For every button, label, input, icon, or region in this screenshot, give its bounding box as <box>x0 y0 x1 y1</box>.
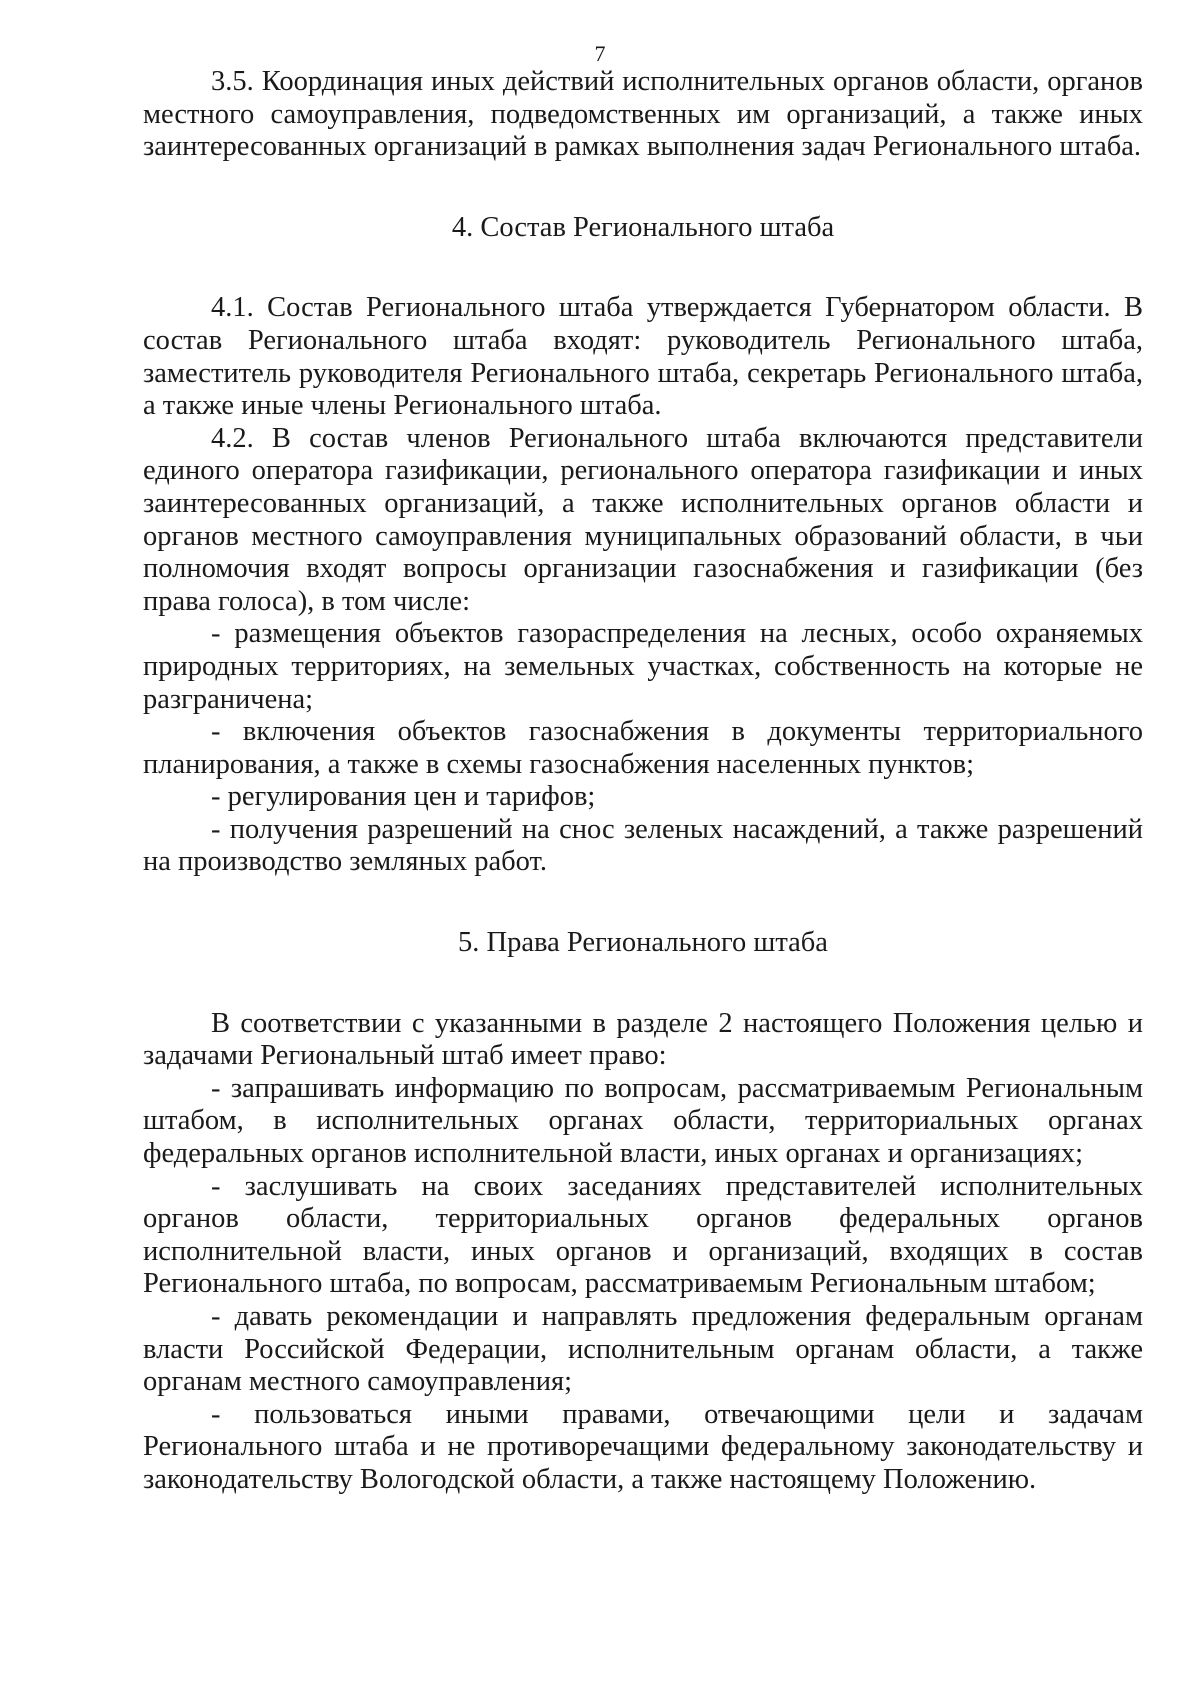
list-item-other-rights: - пользоваться иными правами, отвечающими цели и задачам Регионального штаба и не противоречащими федеральному законодательству и законодательству Вологодской области, а также настоящему Положению. <box>143 1398 1143 1495</box>
list-item-tariffs: - регулирования цен и тарифов; <box>211 781 596 813</box>
list-item-recommendations: - давать рекомендации и направлять предложения федеральным органам власти Российской Федерации, исполнительным органам области, а также органам местного самоуправления; <box>143 1301 1143 1398</box>
paragraph-4-2: 4.2. В состав членов Регионального штаба включаются представители единого оператора газификации, регионального оператора газификации и иных заинтересованных организаций, а также исполнительных органов области и органов местного самоуправления муниципальных образований области, в чьи полномочия входят вопросы организации газоснабжения и газификации (без права голоса), в том числе: <box>143 422 1143 617</box>
page-number: 7 <box>594 41 606 66</box>
list-item-placement: - размещения объектов газораспределения на лесных, особо охраняемых природных территориях, на земельных участках, собственность на которые не разграничена; <box>143 618 1143 715</box>
paragraph-5-intro: В соответствии с указанными в разделе 2 настоящего Положения целью и задачами Региональный штаб имеет право: <box>143 1007 1143 1072</box>
section-4-heading: 4. Состав Регионального штаба <box>451 211 835 243</box>
list-item-permits: - получения разрешений на снос зеленых насаждений, а также разрешений на производство земляных работ. <box>143 813 1143 878</box>
list-item-inclusion: - включения объектов газоснабжения в документы территориального планирования, а также в схемы газоснабжения населенных пунктов; <box>143 716 1143 780</box>
paragraph-4-1: 4.1. Состав Регионального штаба утверждается Губернатором области. В состав Регионального штаба входят: руководитель Регионального штаба, заместитель руководителя Регионального штаба, секретарь Регионального штаба, а также иные члены Регионального штаба. <box>143 292 1143 422</box>
list-item-request-info: - запрашивать информацию по вопросам, рассматриваемым Региональным штабом, в исполнительных органах области, территориальных органах федеральных органов исполнительной власти, иных органах и организациях; <box>143 1072 1143 1170</box>
section-5-heading: 5. Права Регионального штаба <box>458 927 828 959</box>
list-item-hear-representatives: - заслушивать на своих заседаниях представителей исполнительных органов области, территориальных органов федеральных органов исполнительной власти, иных органов и организаций, входящих в состав Регионального штаба, по вопросам, рассматриваемым Региональным штабом; <box>143 1170 1143 1300</box>
document-body <box>143 66 1143 1497</box>
paragraph-3-5: 3.5. Координация иных действий исполнительных органов области, органов местного самоуправления, подведомственных им организаций, а также иных заинтересованных организаций в рамках выполнения задач Регионального штаба. <box>143 66 1143 163</box>
